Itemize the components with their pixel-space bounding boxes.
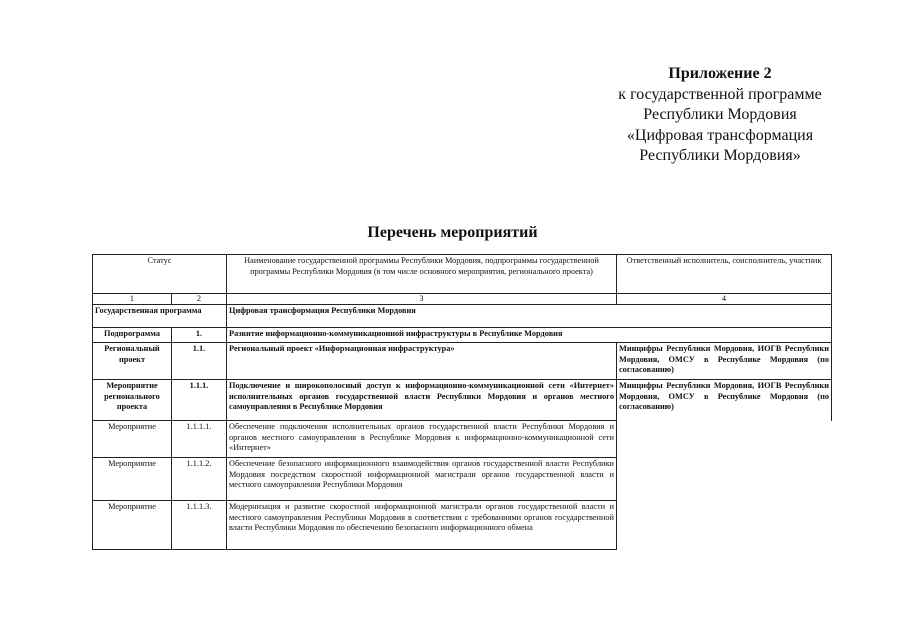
header-status: Статус bbox=[93, 255, 227, 294]
row-responsible: Минцифры Республики Мордовия, ИОГВ Республики Мордовия, ОМСУ в Республике Мордовия (по согласованию) bbox=[617, 343, 832, 380]
row-code: 1.1.1.3. bbox=[172, 501, 227, 550]
header-responsible: Ответственный исполнитель, соисполнитель, участник bbox=[617, 255, 832, 294]
appendix-line: к государственной программе bbox=[618, 85, 822, 103]
table-row bbox=[93, 305, 832, 328]
row-code: 1.1. bbox=[172, 343, 227, 380]
row-status: Государственная программа bbox=[93, 305, 227, 328]
row-status: Мероприятие регионального проекта bbox=[93, 380, 172, 421]
column-number: 4 bbox=[617, 294, 832, 305]
appendix-block bbox=[600, 64, 840, 167]
row-status: Мероприятие bbox=[93, 501, 172, 550]
header-name: Наименование государственной программы Республики Мордовия, подпрограммы государственной программы Республики Мордовия (в том числе основного мероприятия, регионального проекта) bbox=[227, 255, 617, 294]
table-row bbox=[93, 343, 832, 380]
row-code: 1. bbox=[172, 328, 227, 343]
appendix-title: Приложение 2 bbox=[668, 65, 772, 82]
appendix-line: Республики Мордовия» bbox=[639, 147, 801, 164]
row-code: 1.1.1.2. bbox=[172, 458, 227, 501]
table-row bbox=[93, 380, 832, 421]
activities-table bbox=[92, 254, 832, 550]
row-status: Региональный проект bbox=[93, 343, 172, 380]
row-name: Обеспечение безопасного информационного взаимодействия органов государственной власти Республики Мордовия посредством скоростной информационной магистрали органов государственной власти и местного самоуправления Республики Мордовия bbox=[227, 458, 617, 501]
column-number: 2 bbox=[172, 294, 227, 305]
row-name: Региональный проект «Информационная инфраструктура» bbox=[227, 343, 617, 380]
table-row bbox=[93, 328, 832, 343]
row-name: Обеспечение подключения исполнительных органов государственной власти Республики Мордовия и органов местного самоуправления в Республике Мордовия к информационно-коммуникационной сети «Интернет» bbox=[227, 421, 617, 458]
row-code: 1.1.1.1. bbox=[172, 421, 227, 458]
table-row bbox=[93, 421, 832, 458]
table-header-row bbox=[93, 255, 832, 294]
row-code: 1.1.1. bbox=[172, 380, 227, 421]
row-name: Подключение и широкополосный доступ к информационно-коммуникационной сети «Интернет» исполнительных органов государственной власти Республики Мордовия и органов местного самоуправления в Республике Мордовия bbox=[227, 380, 617, 421]
row-name: Модернизация и развитие скоростной информационной магистрали органов государственной власти и местного самоуправления Республики Мордовия в соответствии с требованиями органов государственной власти Республики Мордовия по обеспечению безопасного информационного обмена bbox=[227, 501, 617, 550]
column-numbers-row bbox=[93, 294, 832, 305]
row-status: Мероприятие bbox=[93, 458, 172, 501]
document-title: Перечень мероприятий bbox=[367, 224, 538, 241]
appendix-line: «Цифровая трансформация bbox=[626, 126, 814, 144]
row-status: Мероприятие bbox=[93, 421, 172, 458]
row-status: Подпрограмма bbox=[93, 328, 172, 343]
appendix-line: Республики Мордовия bbox=[643, 106, 797, 123]
column-number: 3 bbox=[227, 294, 617, 305]
row-responsible: Минцифры Республики Мордовия, ИОГВ Республики Мордовия, ОМСУ в Республике Мордовия (по согласованию) bbox=[617, 380, 832, 421]
row-responsible-empty bbox=[617, 421, 832, 550]
column-number: 1 bbox=[93, 294, 172, 305]
row-name: Развитие информационно-коммуникационной инфраструктуры в Республике Мордовия bbox=[227, 328, 832, 343]
row-name: Цифровая трансформация Республики Мордовия bbox=[227, 305, 832, 328]
